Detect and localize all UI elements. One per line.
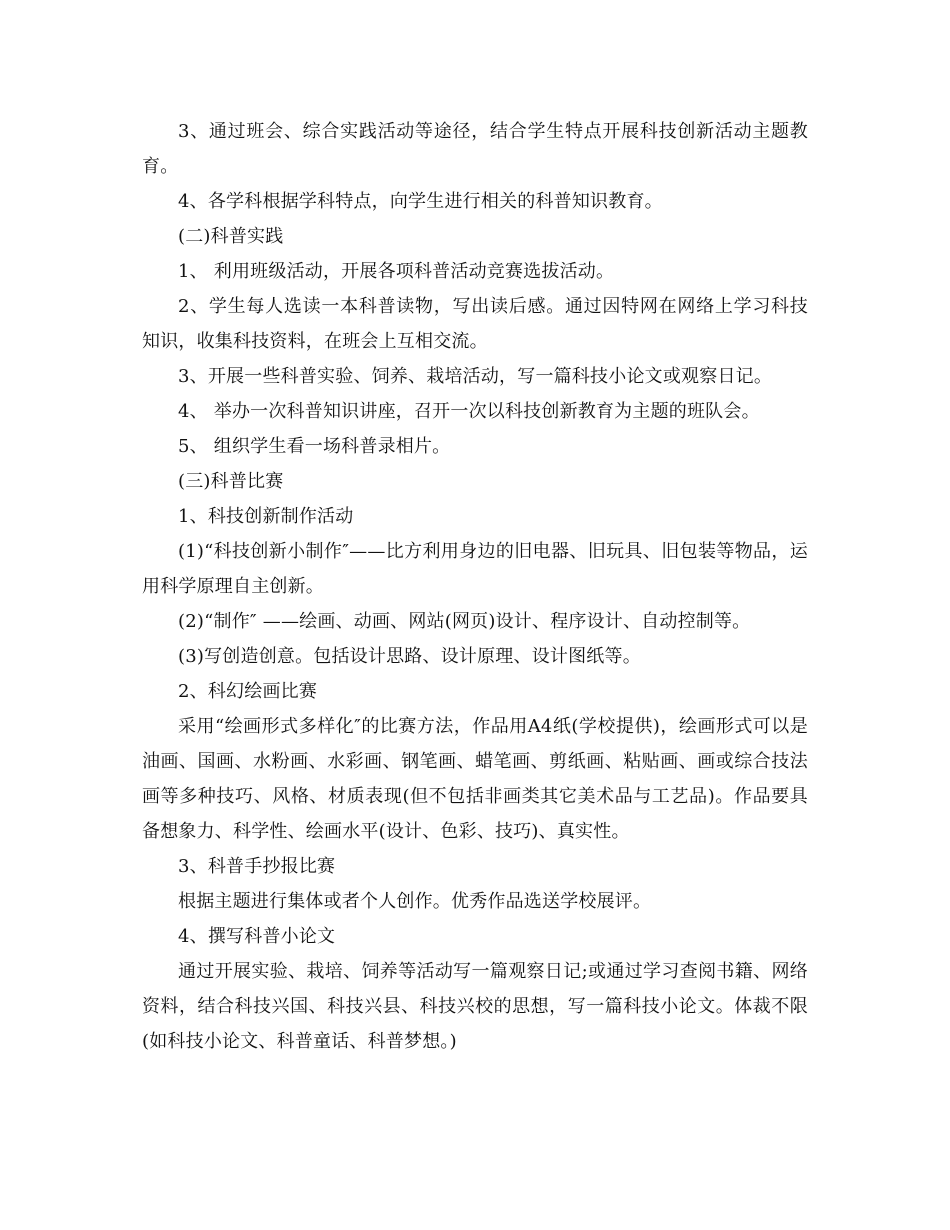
section-heading-practice: (二)科普实践: [178, 226, 284, 247]
paragraph-practice-2: 2、学生每人选读一本科普读物，写出读后感。通过因特网在网络上学习科技知识，收集科技资料，在班会上互相交流。: [142, 296, 808, 352]
paragraph-practice-3: 3、开展一些科普实验、饲养、栽培活动，写一篇科技小论文或观察日记。: [178, 366, 773, 387]
paragraph-activity-3: 3、通过班会、综合实践活动等途径，结合学生特点开展科技创新活动主题教育。: [142, 121, 808, 177]
paragraph-activity-4: 4、各学科根据学科特点，向学生进行相关的科普知识教育。: [178, 191, 663, 212]
paragraph-making-3: (3)写创造创意。包括设计思路、设计原理、设计图纸等。: [178, 646, 641, 667]
paragraph-making-2: (2)“制作″ ——绘画、动画、网站(网页)设计、程序设计、自动控制等。: [178, 611, 751, 632]
subheading-handwritten-paper: 3、科普手抄报比赛: [178, 856, 336, 877]
document-body: [142, 114, 808, 1059]
paragraph-making-1: (1)“科技创新小制作″——比方利用身边的旧电器、旧玩具、旧包装等物品，运用科学原理自主创新。: [142, 541, 808, 597]
section-heading-competition: (三)科普比赛: [178, 471, 284, 492]
paragraph-science-essay: 通过开展实验、栽培、饲养等活动写一篇观察日记;或通过学习查阅书籍、网络资料，结合科技兴国、科技兴县、科技兴校的思想，写一篇科技小论文。体裁不限(如科技小论文、科普童话、科普梦想。): [142, 961, 808, 1052]
paragraph-practice-5: 5、 组织学生看一场科普录相片。: [178, 436, 451, 457]
paragraph-painting-rules: 采用“绘画形式多样化″的比赛方法，作品用A4纸(学校提供)，绘画形式可以是油画、国画、水粉画、水彩画、钢笔画、蜡笔画、剪纸画、粘贴画、画或综合技法画等多种技巧、风格、材质表现(但不包括非画类其它美术品与工艺品)。作品要具备想象力、科学性、绘画水平(设计、色彩、技巧)、真实性。: [142, 716, 808, 842]
subheading-science-essay: 4、撰写科普小论文: [178, 926, 336, 947]
paragraph-practice-1: 1、 利用班级活动，开展各项科普活动竞赛选拔活动。: [178, 261, 615, 282]
subheading-innovation-making: 1、科技创新制作活动: [178, 506, 354, 527]
paragraph-practice-4: 4、 举办一次科普知识讲座，召开一次以科技创新教育为主题的班队会。: [178, 401, 760, 422]
subheading-scifi-painting: 2、科幻绘画比赛: [178, 681, 318, 702]
paragraph-handwritten-paper: 根据主题进行集体或者个人创作。优秀作品选送学校展评。: [178, 891, 652, 912]
